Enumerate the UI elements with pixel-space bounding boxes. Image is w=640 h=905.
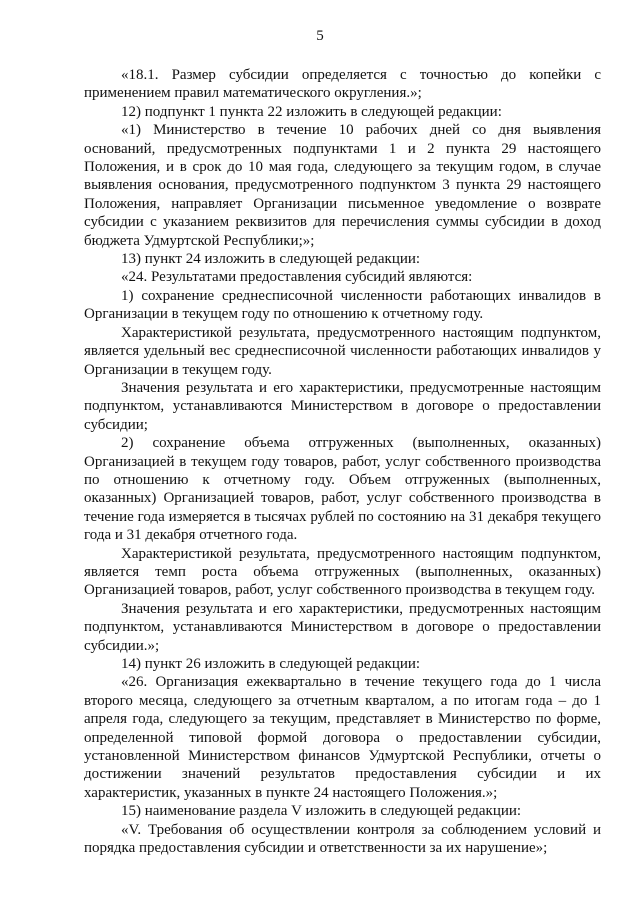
paragraph-result-1-characteristic: Характеристикой результата, предусмотренного настоящим подпунктом, является удельный вес среднесписочной численности работающих инвалидов у Организации в текущем году. xyxy=(84,324,601,378)
paragraph-result-1: 1) сохранение среднесписочной численности работающих инвалидов в Организации в текущем году по отношению к отчетному году. xyxy=(84,287,601,323)
page-number: 5 xyxy=(316,28,324,44)
paragraph-result-2-values: Значения результата и его характеристики, предусмотренных настоящим подпунктом, устанавливаются Министерством в договоре о предоставлении субсидии.»; xyxy=(84,600,601,654)
paragraph-result-2: 2) сохранение объема отгруженных (выполненных, оказанных) Организацией в текущем году товаров, работ, услуг собственного производства по отношению к отчетному году. Объем отгруженных (выполненных, оказанных) Организацией товаров, работ, услуг собственного производства в течение года измеряется в тысячах рублей по состоянию на 31 декабря текущего года и 31 декабря отчетного года. xyxy=(84,435,601,544)
paragraph-26-text: «26. Организация ежеквартально в течение текущего года до 1 числа второго месяца, следующего за отчетным кварталом, а по итогам года – до 1 апреля года, следующего за текущим, представляет в Министерство по форме, определенной типовой формой договора о предоставлении субсидии, установленной Министерством финансов Удмуртской Республики, отчеты о достижении значений результатов предоставления субсидии и их характеристик, указанных в пункте 24 настоящего Положения.»; xyxy=(84,674,601,801)
paragraph-section-v-title: «V. Требования об осуществлении контроля за соблюдением условий и порядка предоставления субсидии и ответственности за их нарушение»; xyxy=(84,821,601,857)
paragraph-result-1-values: Значения результата и его характеристики, предусмотренные настоящим подпунктом, устанавливаются Министерством в договоре о предоставлении субсидии; xyxy=(84,379,601,433)
paragraph-subitem-1-text: «1) Министерство в течение 10 рабочих дней со дня выявления оснований, предусмотренных подпунктами 1 и 2 пункта 29 настоящего Положения, и в срок до 10 мая года, следующего за текущим годом, в случае выявления основания, предусмотренного подпунктом 3 пункта 29 настоящего Положения, направляет Организации письменное уведомление о возврате субсидии с указанием реквизитов для перечисления суммы субсидии в доход бюджета Удмуртской Республики;»; xyxy=(84,122,601,249)
paragraph-24-intro: «24. Результатами предоставления субсидий являются: xyxy=(121,269,473,286)
paragraph-amendment-15: 15) наименование раздела V изложить в следующей редакции: xyxy=(121,803,522,820)
paragraph-18-1: «18.1. Размер субсидии определяется с точностью до копейки с применением правил математического округления.»; xyxy=(84,67,601,102)
paragraph-amendment-13: 13) пункт 24 изложить в следующей редакции: xyxy=(121,251,421,268)
paragraph-amendment-14: 14) пункт 26 изложить в следующей редакции: xyxy=(121,656,421,672)
paragraph-amendment-12: 12) подпункт 1 пункта 22 изложить в следующей редакции: xyxy=(121,103,502,120)
paragraph-result-2-characteristic: Характеристикой результата, предусмотренного настоящим подпунктом, является темп роста объема отгруженных (выполненных, оказанных) Организацией товаров, работ, услуг собственного производства в текущем году. xyxy=(84,545,601,599)
document-body xyxy=(84,66,601,857)
